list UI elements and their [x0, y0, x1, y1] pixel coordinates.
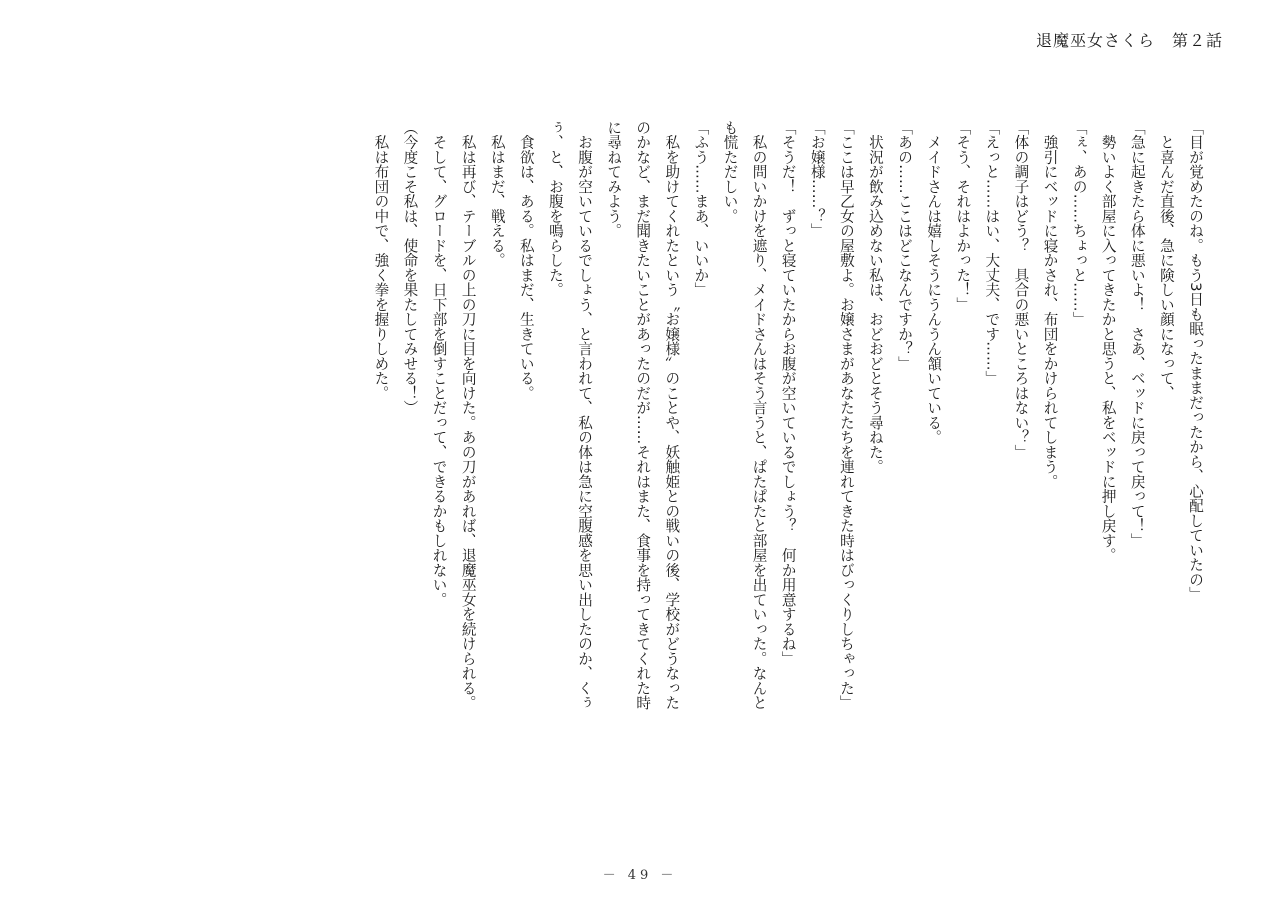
text-line: 状況が飲み込めない私は、おどおどとそう尋ねた。	[866, 120, 884, 474]
text-line: 「お嬢様……？」	[808, 120, 826, 238]
text-line: に尋ねてみよう。	[605, 120, 623, 238]
text-line: 私は再び、テーブルの上の刀に目を向けた。あの刀があれば、退魔巫女を続けられる。	[459, 120, 477, 710]
text-line: 「急に起きたら体に悪いよ！ さあ、ベッドに戻って戻って！」	[1128, 120, 1146, 548]
text-line: 「ふう……まあ、いいか」	[692, 120, 710, 297]
text-line: 私はまだ、戦える。	[488, 120, 506, 268]
text-line: メイドさんは嬉しそうにうんうん頷いている。	[925, 120, 943, 445]
text-line: お腹が空いているでしょう、と言われて、私の体は急に空腹感を思い出したのか、くぅ	[576, 120, 594, 710]
text-line: と喜んだ直後、急に険しい顔になって、	[1157, 120, 1175, 401]
text-line: 「目が覚めたのね。もう3日も眠ったままだったから、心配していたの」	[1187, 120, 1204, 602]
text-line: 「体の調子はどう？ 具合の悪いところはない？」	[1012, 120, 1030, 460]
text-line: 「あの……ここはどこなんですか？」	[896, 120, 914, 371]
text-line: 私を助けてくれたという〝お嬢様〟のことや、妖触姫との戦いの後、学校がどうなった	[663, 120, 681, 710]
text-line: のかなど、まだ聞きたいことがあったのだが……それはまた、食事を持ってきてくれた時	[634, 120, 652, 710]
page-number: － 49 －	[602, 868, 678, 883]
vertical-body-text	[372, 120, 1210, 890]
text-line: そして、グロードを、日下部を倒すことだって、できるかもしれない。	[430, 120, 448, 607]
running-header: 退魔巫女さくら 第２話	[1035, 31, 1223, 50]
text-line: 「そう、それはよかった！」	[954, 120, 972, 312]
text-line: 「えっと……はい、大丈夫、です……」	[983, 120, 1001, 386]
text-line: 私の問いかけを遮り、メイドさんはそう言うと、ぱたぱたと部屋を出ていった。なんと	[750, 120, 768, 710]
text-line: 「そうだ！ ずっと寝ていたからお腹が空いているでしょう？ 何か用意するね」	[779, 120, 797, 666]
text-line: 食欲は、ある。私はまだ、生きている。	[517, 120, 535, 401]
text-line: 「ぇ、あの……ちょっと……」	[1070, 120, 1088, 327]
text-line: 「ここは早乙女の屋敷よ。お嬢さまがあなたたちを連れてきた時はびっくりしちゃった」	[837, 120, 855, 710]
text-line: 勢いよく部屋に入ってきたかと思うと、私をベッドに押し戻す。	[1099, 120, 1117, 563]
text-line: 強引にベッドに寝かされ、布団をかけられてしまう。	[1041, 120, 1059, 489]
text-line: ぅ、と、お腹を鳴らした。	[546, 120, 564, 297]
text-line: 私は布団の中で、強く拳を握りしめた。	[372, 120, 390, 401]
text-line: も慌ただしい。	[721, 120, 739, 224]
text-line: （今度こそ私は、使命を果たしてみせる！）	[401, 120, 419, 415]
